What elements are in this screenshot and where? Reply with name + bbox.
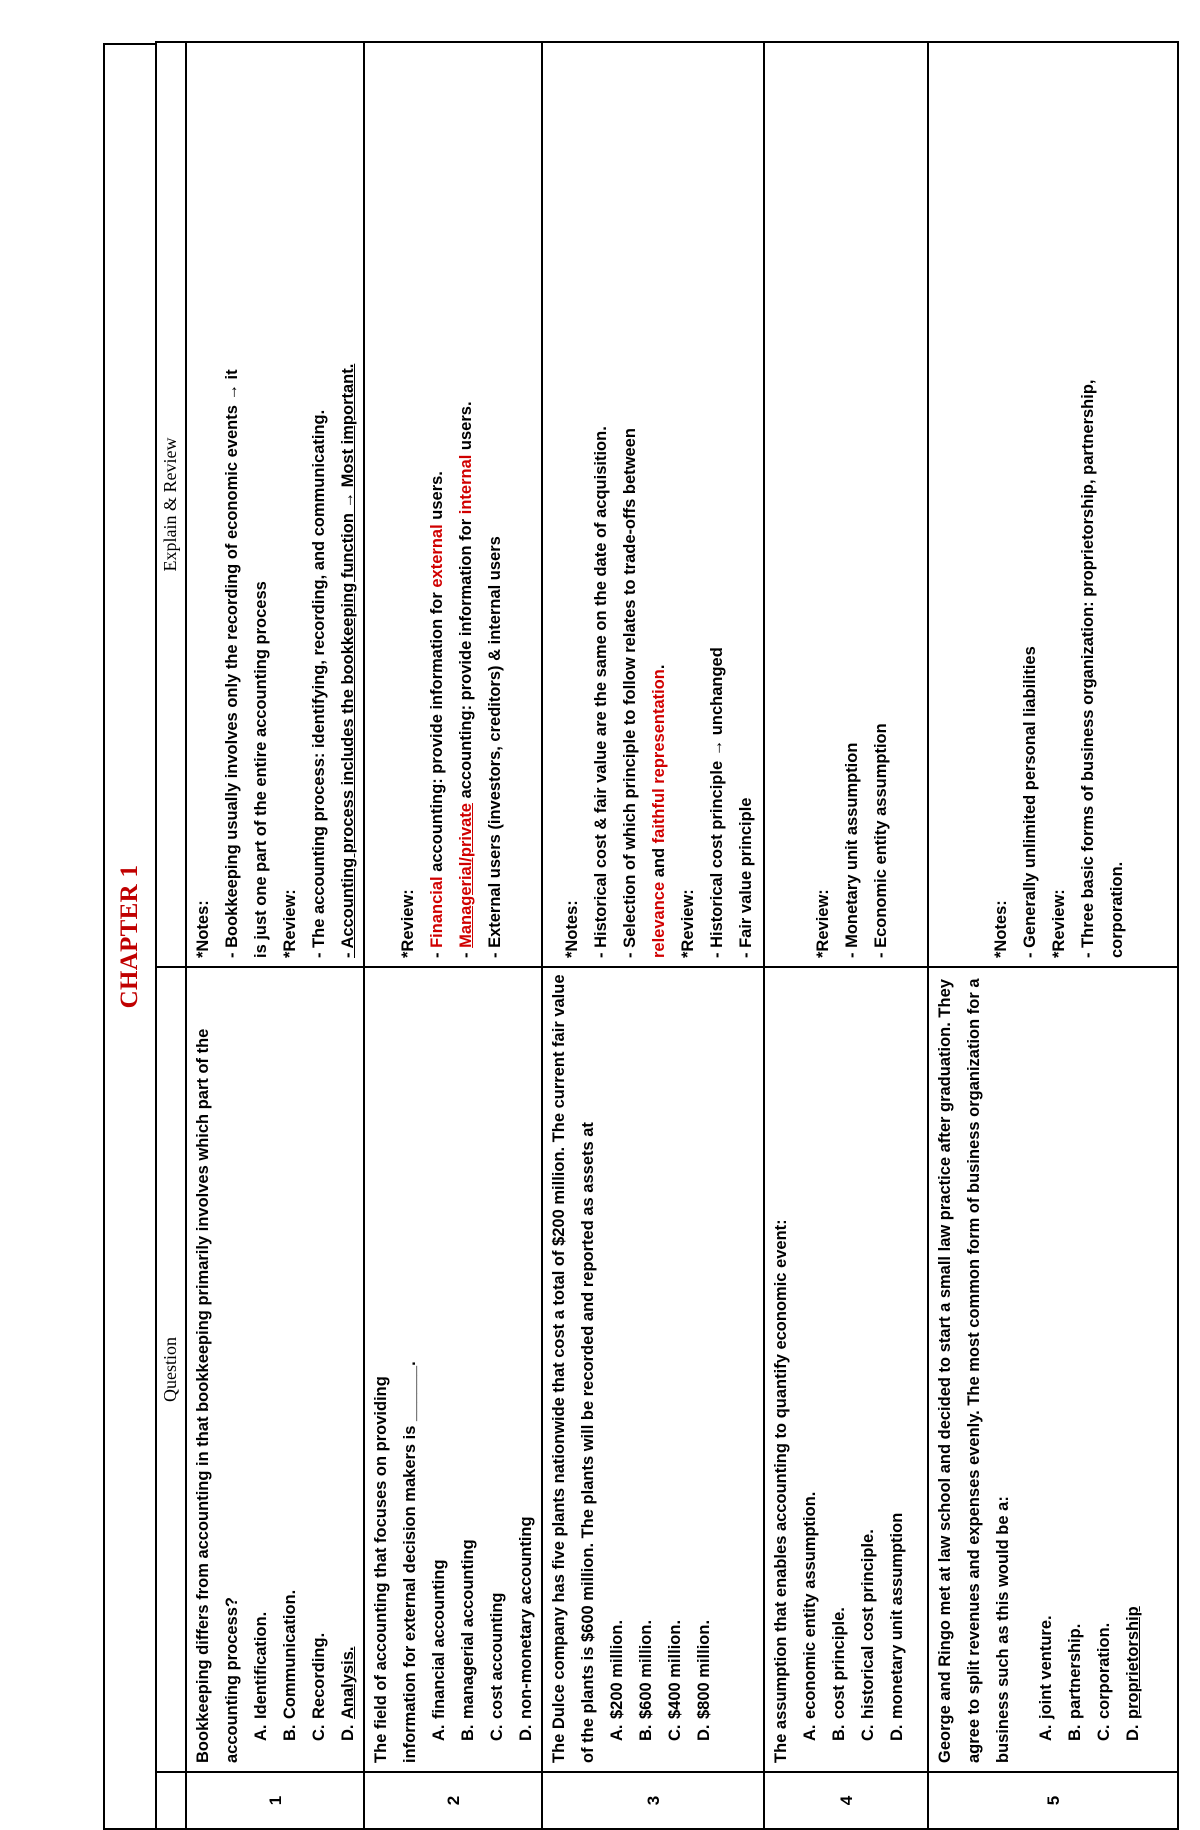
explain-line: - External users (investors, creditors) & internal users: [486, 536, 504, 958]
notes-label: *Notes:: [992, 900, 1010, 958]
question-text: information for external decision makers is ______.: [401, 1361, 419, 1763]
option: D.$800 million.: [695, 1619, 713, 1741]
explain-cell: [928, 42, 1178, 967]
question-table: [155, 41, 1179, 1830]
question-header: Question: [156, 967, 186, 1772]
question-text: The Dulce company has five plants nationwide that cost a total of $200 million. The current fair value of the plants is $600 million. The plants will be recorded and reported as assets at: [550, 974, 597, 1763]
explain-cell: [364, 42, 542, 967]
review-label: *Review:: [399, 889, 417, 958]
option: B.Communication.: [281, 1589, 299, 1741]
row-number: 4: [764, 1772, 928, 1829]
explain-cell: [186, 42, 364, 967]
option: A.Identification.: [252, 1611, 270, 1741]
option: A.financial accounting: [430, 1559, 448, 1741]
option: C.cost accounting: [488, 1592, 506, 1741]
table-row: [928, 42, 1178, 1829]
explain-line: - Bookkeeping usually involves only the recording of economic events → it: [223, 369, 241, 958]
row-number: 3: [542, 1772, 764, 1829]
explain-cell: [764, 42, 928, 967]
explain-line: is just one part of the entire accounting process: [252, 581, 270, 958]
question-text: The field of accounting that focuses on providing: [372, 1376, 390, 1763]
explain-line: - Accounting process includes the bookkeeping function → Most important.: [339, 363, 357, 958]
rotated-page: [103, 43, 1161, 1830]
option: D.monetary unit assumption: [888, 1512, 906, 1741]
question-cell: [364, 967, 542, 1772]
explain-line: - Generally unlimited personal liabilities: [1021, 646, 1039, 958]
option: C.$400 million.: [666, 1619, 684, 1741]
review-label: *Review:: [281, 889, 299, 958]
notes-label: *Notes:: [194, 900, 212, 958]
option: C.Recording.: [310, 1632, 328, 1741]
explain-line: - Economic entity assumption: [872, 723, 890, 958]
table-row: [364, 42, 542, 1829]
explain-line: - Financial accounting: provide information for external users.: [428, 471, 446, 958]
option: B.partnership.: [1066, 1623, 1084, 1741]
question-cell: [764, 967, 928, 1772]
question-text: Bookkeeping differs from accounting in that bookkeeping primarily involves which part of the accounting process?: [194, 1028, 241, 1763]
option: B.managerial accounting: [459, 1539, 477, 1741]
table-row: [542, 42, 764, 1829]
review-label: *Review:: [814, 889, 832, 958]
title-bar: [103, 43, 155, 1830]
header-row: [156, 42, 186, 1829]
option: D.Analysis.: [339, 1646, 357, 1741]
option: B.cost principle.: [830, 1607, 848, 1741]
question-cell: [542, 967, 764, 1772]
explain-header: Explain & Review: [156, 42, 186, 967]
options-list: [796, 974, 912, 1763]
explain-line: - Managerial/private accounting: provide information for internal users.: [457, 401, 475, 958]
review-label: *Review:: [1050, 889, 1068, 958]
review-label: *Review:: [679, 889, 697, 958]
explain-line: - Three basic forms of business organization: proprietorship, partnership,: [1079, 379, 1097, 958]
number-header: [156, 1772, 186, 1829]
row-number: 1: [186, 1772, 364, 1829]
option: A.economic entity assumption.: [801, 1491, 819, 1741]
question-text: George and Ringo met at law school and decided to start a small law practice after graduation. They agree to split revenues and expenses evenly. The most common form of business organization for a business such as this would be a:: [936, 978, 1012, 1763]
options-list: [247, 974, 363, 1763]
page-title: CHAPTER 1: [116, 864, 143, 1009]
options-list: [425, 974, 541, 1763]
explain-line: - The accounting process: identifying, recording, and communicating.: [310, 409, 328, 958]
option: B.$600 million.: [637, 1619, 655, 1741]
explain-line: - Historical cost principle → unchanged: [708, 647, 726, 958]
table-row: [186, 42, 364, 1829]
explain-line: - Selection of which principle to follow relates to trade-offs between: [621, 428, 639, 958]
option: D.non-monetary accounting: [517, 1516, 535, 1741]
option: A.joint venture.: [1037, 1615, 1055, 1741]
explain-cell: [542, 42, 764, 967]
question-text: The assumption that enables accounting to quantify economic event:: [772, 1219, 790, 1763]
question-cell: [928, 967, 1178, 1772]
option: C.corporation.: [1095, 1622, 1113, 1741]
option: C.historical cost principle.: [859, 1529, 877, 1741]
question-cell: [186, 967, 364, 1772]
notes-label: *Notes:: [563, 900, 581, 958]
table-row: [764, 42, 928, 1829]
explain-line: relevance and faithful representation.: [650, 664, 668, 958]
explain-line: corporation.: [1108, 861, 1126, 958]
option: D.proprietorship: [1124, 1606, 1142, 1741]
option: A.$200 million.: [608, 1619, 626, 1741]
explain-line: - Historical cost & fair value are the same on the date of acquisition.: [592, 426, 610, 958]
row-number: 5: [928, 1772, 1178, 1829]
row-number: 2: [364, 1772, 542, 1829]
options-list: [1032, 974, 1148, 1763]
explain-line: - Monetary unit assumption: [843, 742, 861, 958]
options-list: [603, 974, 719, 1763]
explain-line: - Fair value principle: [737, 797, 755, 958]
